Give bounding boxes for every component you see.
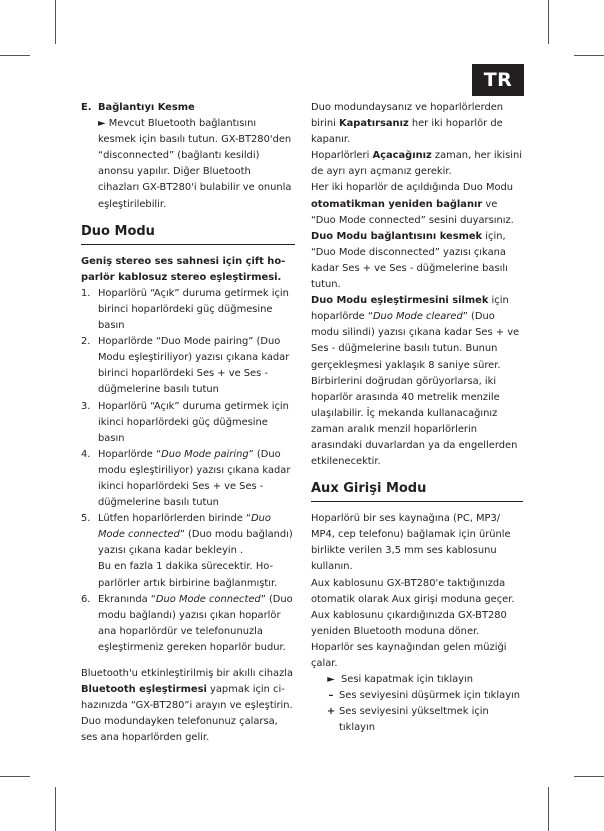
aux-mode-heading: Aux Girişi Modu xyxy=(311,480,523,502)
step-number: 2. xyxy=(81,336,91,348)
section-disconnect xyxy=(81,100,295,213)
paragraph-text: yapmak için ci-hazınızda “GX-BT280”i arayın ve eşleştirin. Duo modundayken telefonunuz çalarsa, ses ana hoparlörden gelir. xyxy=(81,684,293,744)
power-off-paragraph xyxy=(311,100,523,148)
step-number: 1. xyxy=(81,287,91,299)
paragraph-text: için, “Duo Mode disconnected” yazısı çıkana kadar Ses + ve Ses - düğmelerine basılı tutun. xyxy=(311,230,508,291)
step-emphasis: Duo Mode pairing xyxy=(161,448,249,460)
crop-mark xyxy=(55,0,56,44)
right-column xyxy=(311,100,523,736)
crop-mark xyxy=(574,776,604,777)
control-mute xyxy=(311,672,523,688)
duo-steps-list xyxy=(81,286,295,656)
step-note: Bu en fazla 1 dakika sürecektir. Ho-parlörler artık birbirine bağlanmıştır. xyxy=(98,561,278,589)
duo-intro: Geniş stereo ses sahnesi için çift ho-parlör kablosuz stereo eşleştirmesi. xyxy=(81,255,286,283)
aux-paragraph-3: Hoparlör ses kaynağından gelen müziği çalar. xyxy=(311,641,507,669)
control-volume-up xyxy=(311,704,523,736)
paragraph-bold: otomatikman yeniden bağlanır xyxy=(311,198,483,210)
plus-icon: + xyxy=(326,706,336,718)
step-text: ” (Duo modu bağlandı) yazısı çıkana kadar bekleyin . xyxy=(98,529,293,557)
step-text: ” (Duo modu bağlandı) yazısı çıkan hoparlör ana hoparlördür ve telefonunuzla eşleştirmeniz gereken hoparlör budur. xyxy=(98,593,293,653)
step-emphasis: Duo Mode connected xyxy=(98,513,271,541)
crop-mark xyxy=(0,55,30,56)
duo-mode-heading: Duo Modu xyxy=(81,223,295,245)
step-number: 6. xyxy=(81,593,91,605)
paragraph-text: ve “Duo Mode connected” sesini duyarsınız. xyxy=(311,198,514,226)
aux-paragraph-1: Hoparlörü bir ses kaynağına (PC, MP3/ MP4, cep telefonu) bağlamak için ürünle birlikte verilen 3,5 mm ses kablosunu kullanın. xyxy=(311,513,511,573)
step-text: Hoparlörü “Açık” duruma getirmek için birinci hoparlördeki güç düğmesine basın xyxy=(98,287,289,332)
crop-mark xyxy=(55,787,56,831)
paragraph-text: Bluetooth'u etkinleştirilmiş bir akıllı cihazla xyxy=(81,668,294,679)
reconnect-paragraph xyxy=(311,180,523,228)
play-icon: ► xyxy=(327,674,335,686)
paragraph-bold: Duo Modu eşleştirmesini silmek xyxy=(311,295,489,307)
control-text: Ses seviyesini düşürmek için tıklayın xyxy=(339,690,521,702)
list-item xyxy=(81,334,295,398)
list-item xyxy=(81,286,295,334)
power-on-paragraph xyxy=(311,148,523,180)
step-text: Ekranında “ xyxy=(98,593,156,605)
language-tab: TR xyxy=(472,64,524,96)
step-text: Lütfen hoparlörlerden birinde “ xyxy=(98,513,252,525)
paragraph-emphasis: Duo Mode cleared xyxy=(372,311,463,323)
control-text: Ses seviyesini yükseltmek için tıklayın xyxy=(339,706,489,734)
minus-icon: – xyxy=(328,690,334,702)
clear-pairing-paragraph xyxy=(311,293,523,470)
paragraph-text: Duo modundaysanız ve hoparlörlerden birini xyxy=(311,102,504,130)
crop-mark xyxy=(548,0,549,44)
bluetooth-pairing-paragraph xyxy=(81,666,295,746)
list-item xyxy=(81,511,295,591)
aux-paragraph-2: Aux kablosunu GX-BT280'e taktığınızda otomatik olarak Aux girişi moduna geçer. Aux kablosunu çıkardığınızda GX-BT280 yeniden Bluetooth moduna döner. xyxy=(311,577,515,637)
paragraph-text: Her iki hoparlör de açıldığında Duo Modu xyxy=(311,182,514,194)
paragraph-text: Hoparlörleri xyxy=(311,150,373,162)
paragraph-bold: Kapatırsanız xyxy=(338,118,409,130)
paragraph-text: ” (Duo modu silindi) yazısı çıkana kadar Ses + ve Ses - düğmelerine basılı tutun. Bunun gerçekleşmesi yaklaşık 8 saniye sürer. Birbirlerini doğrudan görüyorlarsa, iki hoparlör arasında 40 metrelik menzile ulaşılabilir. İç mekanda kullanacağınız zaman aralık menzil hoparlörlerin arasındaki duvarlardan ya da engellerden etkilenecektir. xyxy=(311,311,520,468)
paragraph-bold: Açacağınız xyxy=(372,150,432,162)
step-emphasis: Duo Mode connected xyxy=(155,593,261,605)
crop-mark xyxy=(0,776,30,777)
list-item xyxy=(81,592,295,656)
control-text: Sesi kapatmak için tıklayın xyxy=(341,674,473,686)
paragraph-text: için hoparlörde “ xyxy=(311,295,509,323)
list-item xyxy=(81,447,295,511)
paragraph-bold: Bluetooth eşleştirmesi xyxy=(81,684,207,696)
step-text: Hoparlörü “Açık” duruma getirmek için ikinci hoparlördeki güç düğmesine basın xyxy=(98,400,289,444)
crop-mark xyxy=(574,55,604,56)
disconnect-paragraph xyxy=(311,229,523,293)
step-number: 3. xyxy=(81,400,91,412)
left-column xyxy=(81,100,295,746)
section-title: Bağlantıyı Kesme xyxy=(98,102,195,113)
step-text: ” (Duo modu eşleştiriliyor) yazısı çıkana kadar ikinci hoparlördeki Ses + ve Ses - düğmelerine basılı tutun xyxy=(98,448,291,509)
section-letter: E. xyxy=(81,102,92,113)
crop-mark xyxy=(548,787,549,831)
paragraph-bold: Duo Modu bağlantısını kesmek xyxy=(311,230,483,242)
step-number: 5. xyxy=(81,513,91,525)
paragraph-text: her iki hoparlör de kapanır. xyxy=(311,118,503,146)
section-body: ► Mevcut Bluetooth bağlantısını kesmek için basılı tutun. GX-BT280'den “disconnected” (bağlantı kesildi) anonsu yapılır. Diğer Bluetooth cihazları GX-BT280'i bulabilir ve onunla eşleştirilebilir. xyxy=(98,118,292,210)
control-volume-down xyxy=(311,688,523,704)
list-item xyxy=(81,399,295,447)
step-text: Hoparlörde “ xyxy=(98,448,162,460)
paragraph-text: zaman, her ikisini de ayrı ayrı açmanız gerekir. xyxy=(311,150,522,178)
step-text: Hoparlörde “Duo Mode pairing” (Duo Modu eşleştiriliyor) yazısı çıkana kadar birinci hoparlördeki Ses + ve Ses - düğmelerine basılı tutun xyxy=(98,336,290,396)
step-number: 4. xyxy=(81,448,91,460)
